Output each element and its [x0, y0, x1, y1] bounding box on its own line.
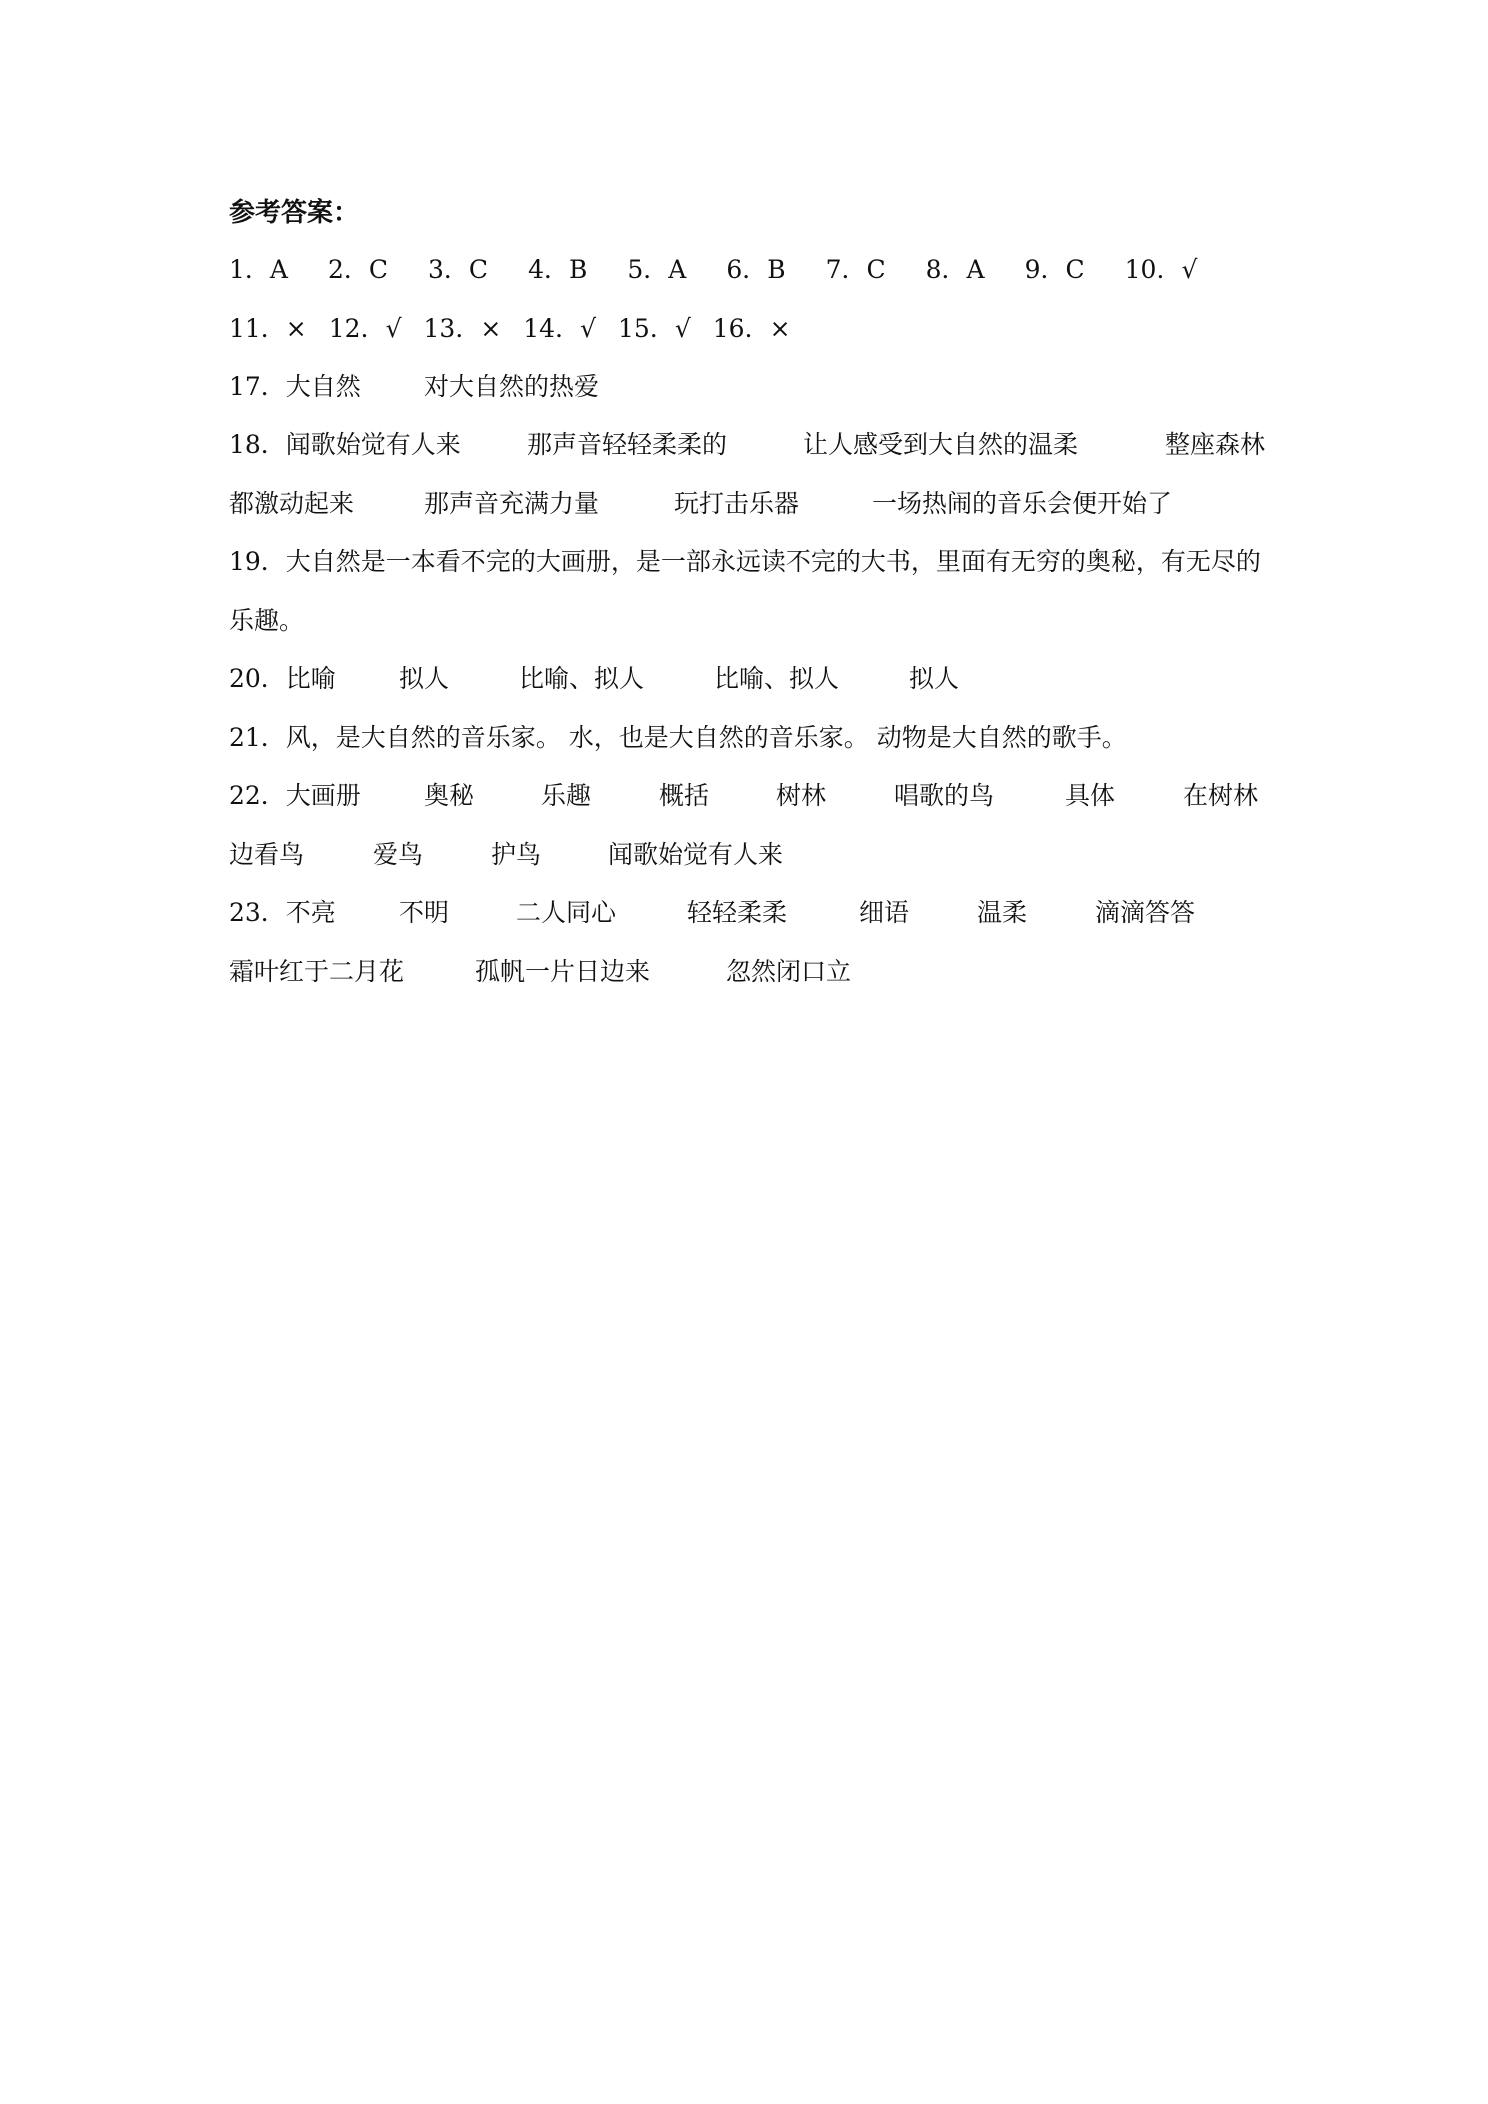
answer-22-line-2 [229, 837, 1269, 873]
answer-20-part-2: 拟人 [399, 664, 450, 693]
answer-23-part-9: 孤帆一片日边来 [475, 957, 651, 986]
answer-18-line-1 [229, 427, 1269, 463]
answer-11: 11．× [229, 314, 307, 343]
answer-12: 12．√ [328, 314, 402, 343]
answer-23-line-1 [229, 895, 1269, 931]
answer-3: 3．C [428, 255, 489, 284]
answer-20-part-1: 20．比喻 [229, 664, 336, 693]
answer-23-part-3: 二人同心 [516, 898, 617, 927]
answer-1: 1．A [229, 255, 288, 284]
answer-22-part-3: 乐趣 [541, 781, 592, 810]
answer-22-part-2: 奥秘 [424, 781, 475, 810]
answer-15: 15．√ [618, 314, 691, 343]
true-false-answers [229, 311, 791, 347]
answer-22-line-1 [229, 778, 1269, 814]
answer-16: 16．× [712, 314, 791, 343]
answer-14: 14．√ [523, 314, 597, 343]
answer-23-part-5: 细语 [859, 898, 910, 927]
answer-22-part-9: 边看鸟 [229, 840, 305, 869]
answer-22-part-11: 护鸟 [491, 840, 542, 869]
answer-22-part-10: 爱鸟 [373, 840, 424, 869]
answer-9: 9．C [1024, 255, 1085, 284]
answer-22-part-8: 在树林 [1183, 781, 1259, 810]
answer-23-part-1: 23．不亮 [229, 898, 336, 927]
answer-4: 4．B [528, 255, 588, 284]
answer-23-part-7: 滴滴答答 [1095, 898, 1196, 927]
answer-18-part-7: 玩打击乐器 [674, 489, 800, 518]
answer-19-paragraph: 19．大自然是一本看不完的大画册，是一部永远读不完的大书，里面有无穷的奥秘，有无尽的乐趣。 [229, 547, 1261, 635]
answer-23-part-6: 温柔 [977, 898, 1028, 927]
answer-17-part-1: 17．大自然 [229, 372, 361, 401]
answer-8: 8．A [925, 255, 985, 284]
answer-18-part-3: 让人感受到大自然的温柔 [803, 430, 1079, 459]
answer-23-part-4: 轻轻柔柔 [687, 898, 788, 927]
answer-10: 10．√ [1124, 255, 1198, 284]
answer-17-line [229, 369, 1269, 405]
answer-22-part-4: 概括 [659, 781, 710, 810]
answer-21-line: 21．风，是大自然的音乐家。 水，也是大自然的音乐家。 动物是大自然的歌手。 [229, 723, 1127, 752]
answer-23-part-10: 忽然闭口立 [726, 957, 852, 986]
answer-6: 6．B [726, 255, 786, 284]
answer-22-part-7: 具体 [1065, 781, 1116, 810]
multiple-choice-answers [229, 252, 1197, 288]
answer-7: 7．C [825, 255, 886, 284]
answer-22-part-1: 22．大画册 [229, 781, 361, 810]
answer-18-part-5: 都激动起来 [229, 489, 355, 518]
answer-20-part-5: 拟人 [909, 664, 960, 693]
answer-23-part-2: 不明 [399, 898, 450, 927]
answer-18-part-8: 一场热闹的音乐会便开始了 [872, 489, 1173, 518]
answer-18-part-2: 那声音轻轻柔柔的 [527, 430, 728, 459]
answer-17-part-2: 对大自然的热爱 [424, 372, 600, 401]
answer-5: 5．A [627, 255, 687, 284]
answer-22-part-12: 闻歌始觉有人来 [608, 840, 784, 869]
answer-20-part-4: 比喻、拟人 [714, 664, 840, 693]
answer-22-part-5: 树林 [776, 781, 827, 810]
answer-18-part-6: 那声音充满力量 [424, 489, 600, 518]
answer-18-part-1: 18．闻歌始觉有人来 [229, 430, 461, 459]
answer-23-line-2 [229, 954, 1269, 990]
answer-13: 13．× [423, 314, 502, 343]
answer-2: 2．C [327, 255, 389, 284]
answer-18-part-4: 整座森林 [1165, 430, 1266, 459]
answer-18-line-2 [229, 486, 1269, 522]
answer-key-heading: 参考答案： [229, 198, 360, 228]
answer-20-part-3: 比喻、拟人 [519, 664, 645, 693]
answer-23-part-8: 霜叶红于二月花 [229, 957, 405, 986]
answer-22-part-6: 唱歌的鸟 [894, 781, 995, 810]
answer-20-line [229, 661, 1269, 697]
